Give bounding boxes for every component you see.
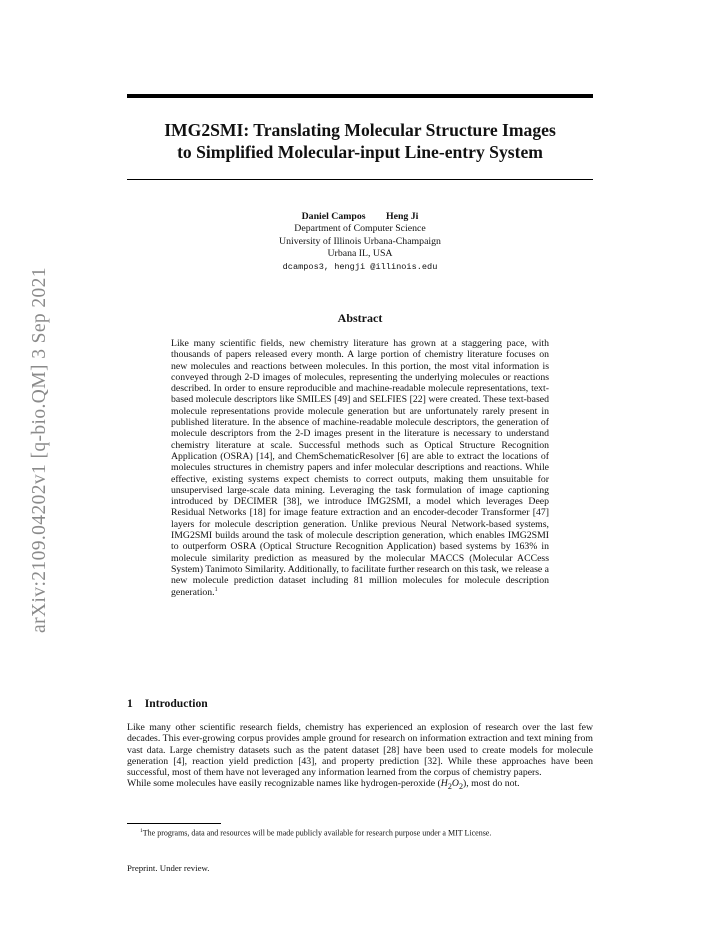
section-heading-introduction: [127, 697, 208, 710]
intro-p2-end: ), most do not.: [463, 778, 520, 790]
abstract-body: [171, 338, 549, 598]
intro-paragraph-1: Like many other scientific research fields, chemistry has experienced an explosion of research over the last few decades. This ever-growing corpus provides ample ground for research on information extraction and text mining from vast data. Large chemistry datasets such as the patent dataset [28] have been used to create models for molecule generation [4], reaction yield prediction [43], and property prediction [32]. While these approaches have been successful, most of them have not leveraged any information learned from the corpus of chemistry papers.: [127, 722, 593, 779]
arxiv-identifier-stamp: [22, 240, 58, 660]
author-names: [127, 211, 593, 223]
formula-h: H: [440, 778, 448, 790]
abstract-heading: Abstract: [337, 311, 383, 325]
author-email: dcampos3, hengji @illinois.edu: [282, 261, 438, 272]
author-2: Heng Ji: [386, 211, 419, 222]
footnote: [127, 826, 593, 839]
author-block: [127, 211, 593, 273]
abstract-text: Like many scientific fields, new chemistry literature has grown at a staggering pace, with thousands of papers released every month. A large portion of chemistry literature focuses on new molecules and reactions between molecules. In this portion, the most vital information is conveyed through 2-D images of molecules, representing the underlying molecules or reactions described. In order to ensure reproducible and machine-readable molecule representations, text-based molecule descriptors like SMILES [49] and SELFIES [22] were created. These text-based molecule representations provide molecule generation but are unfortunately rarely present in published literature. In the absence of machine-readable molecule descriptors, the generation of molecule descriptors from the 2-D images present in the literature is necessary to understand chemistry literature at scale. Successful methods such as Optical Structure Recognition Application (OSRA) [14], and ChemSchematicResolver [6] are able to extract the locations of molecules structures in chemistry papers and infer molecular descriptions and reactions. While effective, existing systems expect chemists to correct outputs, making them unsuitable for unsupervised large-scale data mining. Leveraging the task formulation of image captioning introduced by DECIMER [38], we introduce IMG2SMI, a model which leverages Deep Residual Networks [18] for image feature extraction and an encoder-decoder Transformer [47] layers for molecule description generation. Unlike previous Neural Network-based systems, IMG2SMI builds around the task of molecule description generation, which enables IMG2SMI to outperform OSRA (Optical Structure Recognition Application) based systems by 163% in molecule similarity prediction as measured by the molecular MACCS (Molecular ACCess System) Tanimoto Similarity. Additionally, to facilitate further research on this task, we release a new molecule prediction dataset including 81 million molecules for molecule description generation.: [171, 338, 549, 598]
formula-sub-2: 2: [458, 782, 463, 792]
title-line-2: to Simplified Molecular-input Line-entry System: [177, 142, 543, 162]
intro-p2-start: While some molecules have easily recognizable names like hydrogen-peroxide (: [127, 778, 441, 790]
footnote-rule: [127, 823, 221, 824]
intro-paragraph-2: [127, 778, 593, 792]
author-department: Department of Computer Science: [294, 223, 426, 235]
title-top-rule: [127, 94, 593, 98]
paper-title: [127, 119, 593, 163]
introduction-body: [127, 722, 593, 793]
section-title: Introduction: [144, 697, 208, 710]
author-1: Daniel Campos: [301, 211, 366, 222]
author-location: Urbana IL, USA: [327, 248, 393, 260]
footnote-text: The programs, data and resources will be made publicly available for research purpose under a MIT License.: [142, 828, 492, 838]
title-line-1: IMG2SMI: Translating Molecular Structure Images: [164, 120, 556, 140]
arxiv-identifier: arXiv:2109.04202v1 [q-bio.QM] 3 Sep 2021: [29, 267, 51, 633]
section-number: 1: [127, 697, 133, 710]
title-bottom-rule: [127, 179, 593, 180]
footnote-mark: 1: [140, 828, 143, 834]
author-university: University of Illinois Urbana-Champaign: [279, 235, 441, 247]
abstract-footnote-mark: 1: [214, 586, 218, 593]
preprint-notice: Preprint. Under review.: [127, 863, 210, 873]
formula-sub-1: 2: [447, 782, 452, 792]
formula-o: O: [451, 778, 459, 790]
